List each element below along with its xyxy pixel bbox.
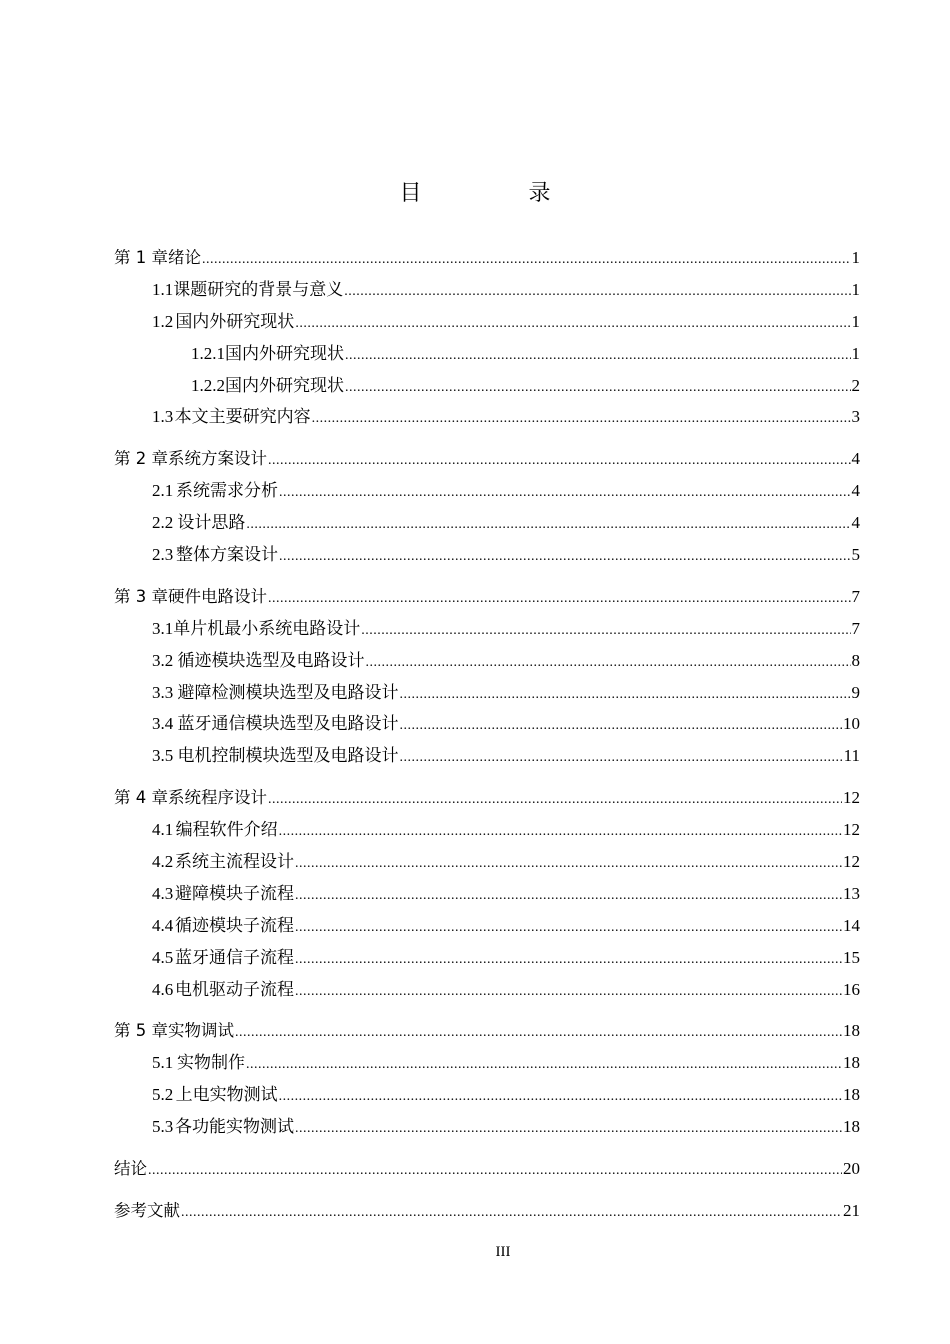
toc-entry-title: 系统方案设计: [168, 449, 267, 469]
dot-leader: [181, 1197, 842, 1229]
toc-entry-page: 12: [843, 820, 860, 840]
dot-leader: [279, 477, 851, 509]
toc-entry[interactable]: [114, 613, 860, 645]
toc-entry[interactable]: [114, 539, 860, 571]
toc-entry-title: 课题研究的背景与意义: [173, 279, 344, 299]
toc-entry-page: 5: [851, 545, 860, 565]
toc-entry-title: 蓝牙通信子流程: [174, 947, 294, 967]
toc-entry-title: 实物调试: [168, 1021, 234, 1041]
dot-leader: [295, 848, 842, 880]
toc-entry-title: 电机驱动子流程: [174, 979, 294, 999]
toc-entry-number: 5.2: [152, 1085, 174, 1105]
toc-entry-page: 21: [843, 1200, 860, 1220]
toc-entry-title: 国内外研究现状: [175, 311, 295, 331]
toc-entry-number: 1.2.2: [191, 375, 225, 395]
page-footer-number: III: [495, 1244, 511, 1260]
dot-leader: [295, 880, 842, 912]
dot-leader: [279, 1081, 842, 1113]
toc-entry-number: 1.1: [152, 279, 174, 299]
toc-entry-page: 4: [851, 481, 860, 501]
dot-leader: [295, 912, 842, 944]
dot-leader: [202, 244, 851, 276]
toc-entry-page: 13: [843, 883, 860, 903]
toc-entry-title: 单片机最小系统电路设计: [173, 618, 361, 638]
toc-entry-number: 4.4: [152, 915, 174, 935]
toc-entry-number: 1.3: [152, 407, 174, 427]
dot-leader: [295, 976, 842, 1008]
toc-entry-page: 8: [851, 650, 860, 670]
toc-entry[interactable]: [114, 581, 860, 613]
toc-entry-title: 硬件电路设计: [168, 586, 267, 606]
toc-entry[interactable]: [114, 1047, 860, 1079]
toc-entry-page: 20: [843, 1159, 860, 1179]
toc-entry-number: 第 5 章: [114, 1021, 168, 1041]
toc-entry-title: 系统主流程设计: [174, 852, 294, 872]
toc-entry[interactable]: [114, 645, 860, 677]
toc-entry-title: 国内外研究现状: [225, 343, 344, 363]
toc-entry-page: 18: [843, 1021, 860, 1041]
toc-entry[interactable]: [114, 1153, 860, 1185]
toc-entry-number: 2.1: [152, 481, 174, 501]
dot-leader: [345, 340, 851, 372]
toc-entry-number: 4.1: [152, 820, 174, 840]
toc-entry[interactable]: [114, 740, 860, 772]
toc-entry[interactable]: [114, 974, 860, 1006]
toc-entry-page: 16: [843, 979, 860, 999]
dot-leader: [344, 276, 850, 308]
dot-leader: [148, 1155, 842, 1187]
toc-entry-title: 实物制作: [177, 1053, 246, 1073]
toc-entry-title: 3.2 循迹模块选型及电路设计: [152, 650, 365, 670]
toc-entry-page: 18: [843, 1117, 860, 1137]
dot-leader: [246, 509, 850, 541]
dot-leader: [279, 541, 851, 573]
toc-entry[interactable]: [114, 443, 860, 475]
toc-entry[interactable]: [114, 910, 860, 942]
toc-entry[interactable]: [114, 814, 860, 846]
toc-entry-number: 5.1: [152, 1053, 174, 1073]
toc-entry[interactable]: [114, 1111, 860, 1143]
dot-leader: [312, 403, 851, 435]
toc-entry[interactable]: [114, 401, 860, 433]
toc-entry-page: 18: [843, 1053, 860, 1073]
toc-entry[interactable]: [114, 1079, 860, 1111]
toc-entry-number: 4.3: [152, 883, 174, 903]
toc-entry-number: 1.2.1: [191, 343, 225, 363]
toc-entry-number: 3.1: [152, 618, 174, 638]
toc-entry-page: 1: [851, 279, 860, 299]
toc-entry-number: 2.2: [152, 513, 174, 533]
dot-leader: [295, 1113, 842, 1145]
toc-entry[interactable]: [114, 708, 860, 740]
toc-entry[interactable]: [114, 242, 860, 274]
toc-entry-number: 第 4 章: [114, 788, 168, 808]
toc-entry-page: 12: [843, 852, 860, 872]
toc-entry[interactable]: [114, 878, 860, 910]
table-of-contents: [114, 242, 860, 1227]
toc-entry[interactable]: [114, 475, 860, 507]
toc-entry-page: 9: [851, 682, 860, 702]
toc-entry-page: 12: [843, 788, 860, 808]
toc-entry-page: 1: [851, 248, 860, 267]
toc-entry-number: 5.3: [152, 1117, 174, 1137]
dot-leader: [268, 445, 851, 477]
toc-entry-title: 避障模块子流程: [174, 883, 294, 903]
toc-entry-page: 2: [851, 375, 860, 395]
toc-entry[interactable]: [114, 782, 860, 814]
toc-entry-number: 2.3: [152, 545, 174, 565]
toc-entry[interactable]: [114, 1015, 860, 1047]
toc-entry-page: 18: [843, 1085, 860, 1105]
toc-entry[interactable]: [114, 274, 860, 306]
toc-entry-title: 结论: [114, 1159, 147, 1179]
toc-entry[interactable]: [114, 370, 860, 402]
toc-entry-page: 11: [843, 746, 860, 766]
toc-entry-title: 上电实物测试: [175, 1085, 278, 1105]
toc-entry-title: 3.5 电机控制模块选型及电路设计: [152, 746, 399, 766]
toc-entry-page: 4: [851, 513, 860, 533]
toc-entry-page: 15: [843, 947, 860, 967]
toc-entry-number: 第 1 章: [114, 248, 168, 267]
toc-entry-page: 14: [843, 915, 860, 935]
toc-entry[interactable]: [114, 306, 860, 338]
toc-entry-title: 国内外研究现状: [225, 375, 344, 395]
toc-entry-number: 第 3 章: [114, 586, 168, 606]
dot-leader: [279, 816, 842, 848]
toc-entry[interactable]: [114, 338, 860, 370]
dot-leader: [366, 647, 851, 679]
toc-entry-title: 循迹模块子流程: [174, 915, 294, 935]
toc-entry-page: 4: [851, 449, 860, 469]
toc-entry[interactable]: [114, 677, 860, 709]
toc-entry-title: 绪论: [168, 248, 201, 267]
toc-entry-page: 7: [851, 618, 860, 638]
toc-entry-title: 设计思路: [177, 513, 246, 533]
page-title: 目 录: [399, 181, 601, 206]
toc-entry[interactable]: [114, 942, 860, 974]
toc-entry-title: 各功能实物测试: [174, 1117, 294, 1137]
dot-leader: [361, 615, 850, 647]
dot-leader: [268, 784, 842, 816]
toc-entry-number: 1.2: [152, 311, 174, 331]
toc-entry-number: 4.2: [152, 852, 174, 872]
toc-entry-page: 1: [851, 311, 860, 331]
toc-entry[interactable]: [114, 507, 860, 539]
dot-leader: [235, 1017, 842, 1049]
toc-entry-title: 系统程序设计: [168, 788, 267, 808]
toc-entry-title: 3.3 避障检测模块选型及电路设计: [152, 682, 399, 702]
toc-entry-page: 7: [851, 586, 860, 606]
toc-entry-title: 整体方案设计: [176, 545, 278, 565]
dot-leader: [400, 710, 843, 742]
dot-leader: [268, 583, 851, 615]
dot-leader: [295, 944, 842, 976]
toc-entry-page: 10: [843, 714, 860, 734]
toc-entry-number: 4.5: [152, 947, 174, 967]
dot-leader: [345, 372, 851, 404]
dot-leader: [400, 679, 851, 711]
toc-entry-title: 参考文献: [114, 1200, 180, 1220]
toc-entry-title: 编程软件介绍: [175, 820, 278, 840]
dot-leader: [246, 1049, 842, 1081]
dot-leader: [400, 742, 843, 774]
toc-entry[interactable]: [114, 846, 860, 878]
toc-entry-page: 3: [851, 407, 860, 427]
toc-entry-title: 本文主要研究内容: [174, 407, 311, 427]
toc-entry[interactable]: [114, 1195, 860, 1227]
toc-entry-number: 4.6: [152, 979, 174, 999]
toc-entry-title: 系统需求分析: [176, 481, 278, 501]
toc-entry-title: 3.4 蓝牙通信模块选型及电路设计: [152, 714, 399, 734]
dot-leader: [295, 308, 850, 340]
toc-entry-number: 第 2 章: [114, 449, 168, 469]
toc-entry-page: 1: [851, 343, 860, 363]
